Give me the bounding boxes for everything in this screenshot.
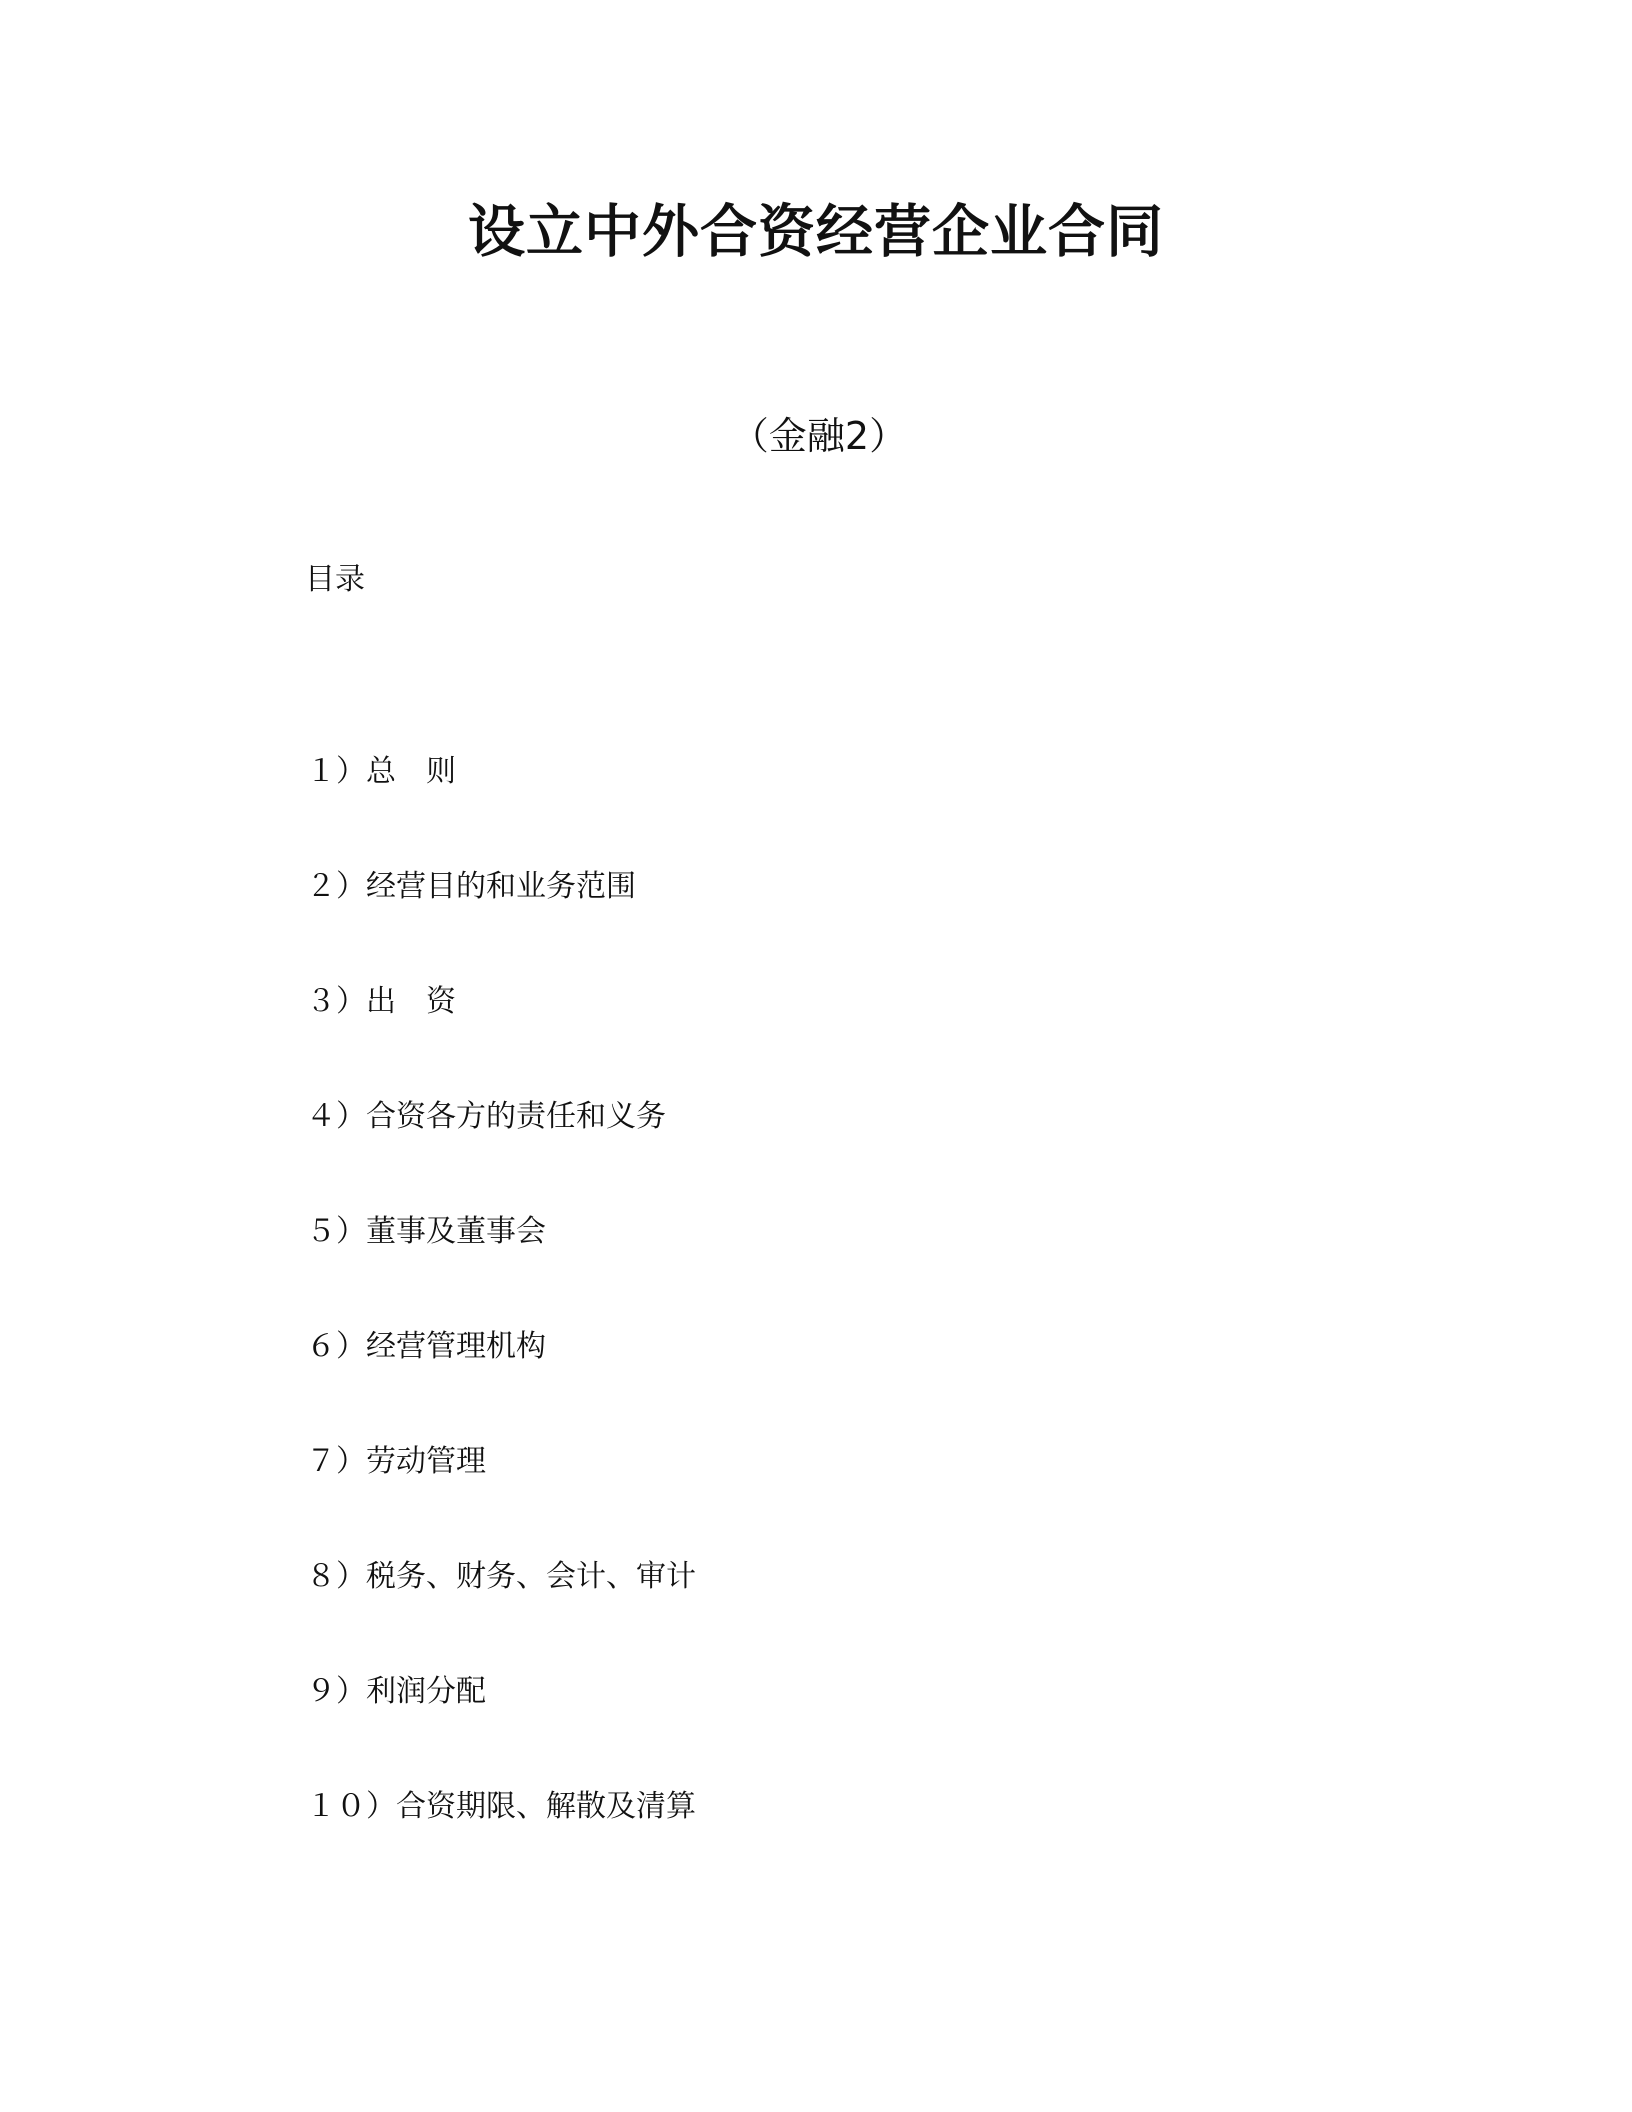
toc-heading: 目录 — [305, 562, 365, 597]
toc-item-profit-distribution: ９）利润分配 — [306, 1674, 486, 1709]
toc-item-board-of-directors: ５）董事及董事会 — [306, 1214, 546, 1249]
document-subtitle: （金融2） — [730, 414, 908, 458]
toc-item-labor-management: ７）劳动管理 — [306, 1444, 486, 1479]
toc-item-term-dissolution: １０）合资期限、解散及清算 — [306, 1789, 696, 1824]
toc-item-capital-contribution: ３）出 资 — [306, 984, 456, 1019]
toc-item-general-provisions: １）总 则 — [306, 754, 456, 789]
toc-item-management: ６）经营管理机构 — [306, 1329, 546, 1364]
table-of-contents — [306, 752, 696, 1902]
document-title: 设立中外合资经营企业合同 — [468, 199, 1164, 265]
toc-item-responsibilities: ４）合资各方的责任和义务 — [306, 1099, 666, 1134]
toc-item-tax-finance-audit: ８）税务、财务、会计、审计 — [306, 1559, 696, 1594]
toc-item-business-scope: ２）经营目的和业务范围 — [306, 869, 636, 904]
